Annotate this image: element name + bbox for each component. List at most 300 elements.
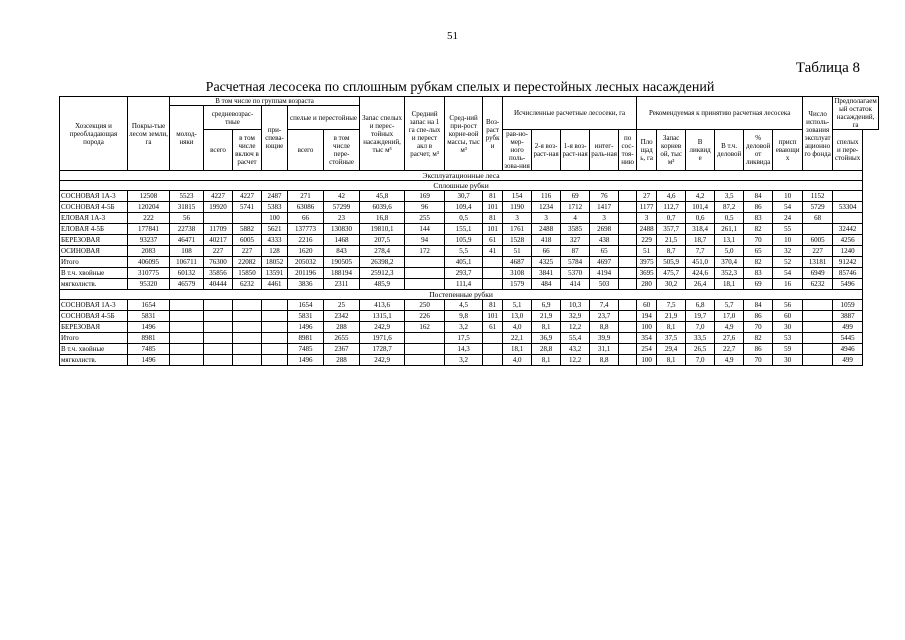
table-cell: 1240 (833, 246, 863, 257)
table-cell: 155,1 (445, 224, 483, 235)
table-cell: 69 (561, 191, 590, 202)
table-row (60, 268, 879, 279)
table-cell: 1496 (288, 322, 324, 333)
table-cell: 499 (833, 355, 863, 366)
col-header-avg-stock: Средний запас на 1 га спе-лых и перест акл в расчет, м³ (405, 97, 445, 171)
table-cell: 499 (833, 322, 863, 333)
table-cell: 4946 (833, 344, 863, 355)
table-cell: 12,2 (561, 355, 590, 366)
table-cell (262, 311, 288, 322)
col-header-integral: интег-раль-ная (590, 130, 619, 171)
table-cell (233, 213, 262, 224)
table-cell: 18052 (262, 257, 288, 268)
table-cell: 11709 (204, 224, 233, 235)
table-cell (262, 355, 288, 366)
table-cell (262, 300, 288, 311)
table-cell: 16 (773, 279, 803, 290)
table-cell: 31815 (170, 202, 204, 213)
table-cell: 23,7 (590, 311, 619, 322)
table-cell: 15850 (233, 268, 262, 279)
col-header-first-age: 1-я воз-раст-ная (561, 130, 590, 171)
table-cell: 254 (637, 344, 657, 355)
table-label: Таблица 8 (795, 60, 860, 76)
table-cell: 12,2 (561, 322, 590, 333)
table-cell (262, 322, 288, 333)
table-cell (204, 333, 233, 344)
table-cell: 278,4 (360, 246, 405, 257)
table-cell (204, 300, 233, 311)
table-cell: 60 (773, 311, 803, 322)
table-cell: 22738 (170, 224, 204, 235)
table-cell (405, 355, 445, 366)
table-cell: 31,1 (590, 344, 619, 355)
table-cell: 4194 (590, 268, 619, 279)
table-cell (170, 322, 204, 333)
table-cell: 65 (744, 246, 773, 257)
table-cell: 2698 (590, 224, 619, 235)
table-cell: 5831 (128, 311, 170, 322)
table-cell: 46471 (170, 235, 204, 246)
col-header-mature-total: всего (288, 130, 324, 171)
table-cell (483, 268, 503, 279)
table-cell: 59 (773, 344, 803, 355)
table-cell: 30,7 (445, 191, 483, 202)
table-cell: 82 (744, 257, 773, 268)
table-cell: 413,6 (360, 300, 405, 311)
table-cell: 310775 (128, 268, 170, 279)
table-cell: 84 (744, 300, 773, 311)
table-cell: 5,7 (715, 300, 744, 311)
table-cell: 13,0 (503, 311, 532, 322)
table-cell: 288 (324, 355, 360, 366)
table-cell: 255 (405, 213, 445, 224)
table-cell: 84 (744, 191, 773, 202)
table-cell (619, 202, 637, 213)
table-cell: 26,5 (686, 344, 715, 355)
table-cell: 8,1 (657, 355, 686, 366)
table-cell: 0,6 (686, 213, 715, 224)
table-cell: 484 (532, 279, 561, 290)
table-cell: 5,5 (445, 246, 483, 257)
table-cell: 3695 (637, 268, 657, 279)
table-row (60, 333, 879, 344)
table-cell: 357,7 (657, 224, 686, 235)
table-cell: 3 (637, 213, 657, 224)
table-cell: 116 (532, 191, 561, 202)
table-cell: 60 (637, 300, 657, 311)
table-cell (619, 246, 637, 257)
table-cell: 4,9 (715, 322, 744, 333)
section-label: Эксплуатационные леса (60, 171, 863, 181)
table-cell: 3,2 (445, 355, 483, 366)
table-cell: 91242 (833, 257, 863, 268)
table-cell (803, 300, 833, 311)
table-cell: 3108 (503, 268, 532, 279)
table-cell (619, 213, 637, 224)
table-cell: 201196 (288, 268, 324, 279)
table-cell: 28,8 (532, 344, 561, 355)
col-header-section: Хозсекция и преобладающая порода (60, 97, 128, 171)
table-cell: 2655 (324, 333, 360, 344)
table-row (60, 246, 879, 257)
section-row (60, 181, 879, 191)
col-header-middle-total: всего (204, 130, 233, 171)
table-cell: 1059 (833, 300, 863, 311)
col-header-rec-area: Пло щад ь, га (637, 130, 657, 171)
table-cell: 188194 (324, 268, 360, 279)
table-cell: 2488 (637, 224, 657, 235)
table-cell: 14,3 (445, 344, 483, 355)
table-cell: 8981 (288, 333, 324, 344)
table-cell: 3841 (532, 268, 561, 279)
table-cell: 32,9 (561, 311, 590, 322)
table-cell: 56 (170, 213, 204, 224)
table-cell (833, 213, 863, 224)
table-cell: 96 (405, 202, 445, 213)
table-cell: 222 (128, 213, 170, 224)
table-cell: 6,9 (532, 300, 561, 311)
table-cell: 21,9 (657, 311, 686, 322)
table-cell (803, 322, 833, 333)
table-cell: 8,7 (657, 246, 686, 257)
table-cell: 1190 (503, 202, 532, 213)
table-cell: 172 (405, 246, 445, 257)
table-cell: 0,5 (445, 213, 483, 224)
table-cell: 4,0 (503, 322, 532, 333)
table-cell: 9,8 (445, 311, 483, 322)
table-cell: 22,7 (715, 344, 744, 355)
table-cell: 4,2 (686, 191, 715, 202)
section-label: Постепенные рубки (60, 290, 863, 300)
table-cell: 25 (324, 300, 360, 311)
row-label: БЕРЕЗОВАЯ (60, 322, 128, 333)
table-cell (233, 322, 262, 333)
table-cell: 70 (744, 322, 773, 333)
table-cell: 93237 (128, 235, 170, 246)
table-cell: 56 (773, 300, 803, 311)
table-cell (619, 257, 637, 268)
table-cell (619, 279, 637, 290)
table-cell (833, 191, 863, 202)
table-cell: 6039,6 (360, 202, 405, 213)
table-cell: 22,1 (503, 333, 532, 344)
row-label: ОСИНОВАЯ (60, 246, 128, 257)
table-cell: 485,9 (360, 279, 405, 290)
table-cell: 424,6 (686, 268, 715, 279)
table-cell: 7,0 (686, 322, 715, 333)
table-cell: 261,1 (715, 224, 744, 235)
table-cell: 82 (744, 333, 773, 344)
table-cell: 10,3 (561, 300, 590, 311)
table-cell: 1468 (324, 235, 360, 246)
table-cell: 23 (324, 213, 360, 224)
table-cell: 154 (503, 191, 532, 202)
col-header-age-groups: В том числе по группам возраста (170, 97, 360, 106)
section-row (60, 290, 879, 300)
table-cell: 100 (637, 322, 657, 333)
row-label: Итого (60, 333, 128, 344)
table-cell: 144 (405, 224, 445, 235)
table-cell: 45,8 (360, 191, 405, 202)
table-cell: 120204 (128, 202, 170, 213)
table-cell: 41 (483, 246, 503, 257)
table-row (60, 344, 879, 355)
table-cell: 1620 (288, 246, 324, 257)
table-cell: 40444 (204, 279, 233, 290)
table-cell: 177841 (128, 224, 170, 235)
table-cell: 66 (532, 246, 561, 257)
table-cell: 81 (483, 191, 503, 202)
table-cell: 42 (324, 191, 360, 202)
table-cell: 418 (532, 235, 561, 246)
table-cell: 32 (773, 246, 803, 257)
table-cell: 1177 (637, 202, 657, 213)
table-cell: 1417 (590, 202, 619, 213)
table-cell: 1654 (288, 300, 324, 311)
col-header-calculated-cutting: Исчисленные расчетные лесосеки, га (503, 97, 637, 130)
table-cell: 4697 (590, 257, 619, 268)
table-cell: 101,4 (686, 202, 715, 213)
table-cell (803, 344, 833, 355)
row-label: ЕЛОВАЯ 4-5Б (60, 224, 128, 235)
table-cell (803, 224, 833, 235)
table-cell: 8,1 (532, 355, 561, 366)
table-cell: 475,7 (657, 268, 686, 279)
table-cell (233, 333, 262, 344)
table-cell (170, 344, 204, 355)
table-cell: 51 (637, 246, 657, 257)
table-cell: 5,0 (715, 246, 744, 257)
table-cell: 105,9 (445, 235, 483, 246)
table-cell: 207,5 (360, 235, 405, 246)
table-cell: 27,6 (715, 333, 744, 344)
table-cell: 112,7 (657, 202, 686, 213)
table-cell: 109,4 (445, 202, 483, 213)
table-cell: 37,5 (657, 333, 686, 344)
table-cell: 3 (590, 213, 619, 224)
table-cell: 0,7 (657, 213, 686, 224)
table-cell: 162 (405, 322, 445, 333)
table-cell: 61 (483, 322, 503, 333)
table-cell: 57299 (324, 202, 360, 213)
col-header-condition: по сос-тоя-нию (619, 130, 637, 171)
table-cell: 5729 (803, 202, 833, 213)
col-header-young: молод-няки (170, 106, 204, 171)
table-cell: 87 (561, 246, 590, 257)
table-cell: 405,1 (445, 257, 483, 268)
table-cell: 5831 (288, 311, 324, 322)
table-cell: 19920 (204, 202, 233, 213)
table-cell (619, 311, 637, 322)
table-cell: 65 (590, 246, 619, 257)
table-cell (204, 213, 233, 224)
table-cell: 4333 (262, 235, 288, 246)
table-cell (204, 311, 233, 322)
table-cell: 111,4 (445, 279, 483, 290)
row-label: БЕРЕЗОВАЯ (60, 235, 128, 246)
table-cell: 4687 (503, 257, 532, 268)
table-cell: 137773 (288, 224, 324, 235)
table-cell: 250 (405, 300, 445, 311)
table-cell: 0,5 (715, 213, 744, 224)
table-cell: 4,0 (503, 355, 532, 366)
col-header-rem-mature: спелых и пере-стойных (833, 130, 863, 171)
table-cell: 17,0 (715, 311, 744, 322)
table-cell: 4325 (532, 257, 561, 268)
row-label: В т.ч. хвойные (60, 344, 128, 355)
table-cell (170, 300, 204, 311)
col-header-mature: спелые и перестойные (288, 106, 360, 130)
section-label: Сплошные рубки (60, 181, 863, 191)
table-cell: 61 (483, 235, 503, 246)
row-label: Итого (60, 257, 128, 268)
col-header-rem-maturing: присп евающих (773, 130, 803, 171)
table-cell: 94 (405, 235, 445, 246)
table-cell: 242,9 (360, 322, 405, 333)
table-cell: 53304 (833, 202, 863, 213)
row-label: ЕЛОВАЯ 1А-3 (60, 213, 128, 224)
table-cell: 5,1 (503, 300, 532, 311)
table-cell (619, 344, 637, 355)
table-cell: 8,1 (657, 322, 686, 333)
table-cell: 1234 (532, 202, 561, 213)
table-cell: 24 (773, 213, 803, 224)
table-cell: 101 (483, 224, 503, 235)
table-cell: 27 (637, 191, 657, 202)
table-row (60, 322, 879, 333)
table-cell: 8,8 (590, 322, 619, 333)
table-cell (233, 344, 262, 355)
table-cell (803, 311, 833, 322)
table-cell: 33,5 (686, 333, 715, 344)
table-cell: 63086 (288, 202, 324, 213)
table-cell: 26,4 (686, 279, 715, 290)
row-label: В т.ч. хвойные (60, 268, 128, 279)
table-cell: 3 (532, 213, 561, 224)
table-cell: 3,5 (715, 191, 744, 202)
col-header-middle-included: в том числе включ в расчет (233, 130, 262, 171)
table-cell: 271 (288, 191, 324, 202)
table-cell: 1728,7 (360, 344, 405, 355)
table-cell: 1654 (128, 300, 170, 311)
table-cell (619, 333, 637, 344)
table-cell: 169 (405, 191, 445, 202)
table-cell: 227 (233, 246, 262, 257)
table-cell (233, 355, 262, 366)
col-header-avg-growth: Сред-ний при-рост корне-вой массы, тыс м³ (445, 97, 483, 171)
table-cell: 29,4 (657, 344, 686, 355)
table-cell: 83 (744, 213, 773, 224)
table-cell: 4,5 (445, 300, 483, 311)
table-cell: 2342 (324, 311, 360, 322)
table-cell: 3,2 (445, 322, 483, 333)
table-cell: 70 (744, 235, 773, 246)
table-cell: 1496 (128, 322, 170, 333)
table-cell (483, 279, 503, 290)
table-cell: 7,7 (686, 246, 715, 257)
col-header-second-age: 2-я воз-раст-ная (532, 130, 561, 171)
table-cell: 7485 (128, 344, 170, 355)
table-row (60, 235, 879, 246)
table-cell: 86 (744, 311, 773, 322)
section-row (60, 171, 879, 181)
table-cell (405, 268, 445, 279)
table-cell: 1761 (503, 224, 532, 235)
table-cell: 190505 (324, 257, 360, 268)
table-cell: 406095 (128, 257, 170, 268)
table-cell: 106711 (170, 257, 204, 268)
table-cell: 18,1 (503, 344, 532, 355)
table-cell: 4227 (204, 191, 233, 202)
table-cell: 8981 (128, 333, 170, 344)
table-cell: 505,9 (657, 257, 686, 268)
table-cell: 5383 (262, 202, 288, 213)
table-cell (619, 355, 637, 366)
table-cell: 503 (590, 279, 619, 290)
table-cell: 53 (773, 333, 803, 344)
table-cell: 3975 (637, 257, 657, 268)
table-cell: 43,2 (561, 344, 590, 355)
table-cell: 2216 (288, 235, 324, 246)
table-cell: 354 (637, 333, 657, 344)
table-cell: 81 (483, 213, 503, 224)
table-cell: 39,9 (590, 333, 619, 344)
table-cell: 227 (204, 246, 233, 257)
table-cell: 86 (744, 344, 773, 355)
table-cell: 1496 (128, 355, 170, 366)
table-cell: 1712 (561, 202, 590, 213)
col-header-stock: Запас спелых и перес-тойных насаждений, тыс м³ (360, 97, 405, 171)
table-cell: 55 (773, 224, 803, 235)
table-cell: 69 (744, 279, 773, 290)
table-cell: 6005 (803, 235, 833, 246)
col-header-rec-business: В т.ч. деловой (715, 130, 744, 171)
table-cell: 2488 (532, 224, 561, 235)
col-header-fund-use: Число исполь-зования эксплуатационного фонда (803, 97, 833, 171)
table-cell (204, 344, 233, 355)
col-header-rec-liquid: В ликвид е (686, 130, 715, 171)
document-title: Расчетная лесосека по сплошным рубкам спелых и перестойных лесных насаждений (205, 80, 715, 95)
row-label: СОСНОВАЯ 4-5Б (60, 202, 128, 213)
table-cell: 226 (405, 311, 445, 322)
table-cell (619, 322, 637, 333)
table-row (60, 279, 879, 290)
table-cell: 86 (744, 202, 773, 213)
table-cell (619, 191, 637, 202)
table-cell: 35856 (204, 268, 233, 279)
table-cell: 10 (773, 235, 803, 246)
table-cell: 414 (561, 279, 590, 290)
table-cell: 1579 (503, 279, 532, 290)
table-cell (619, 224, 637, 235)
table-cell: 6949 (803, 268, 833, 279)
row-label: мягколиств. (60, 279, 128, 290)
table-cell (405, 344, 445, 355)
table-cell: 46579 (170, 279, 204, 290)
table-cell: 7,4 (590, 300, 619, 311)
table-cell: 352,3 (715, 268, 744, 279)
table-cell: 5621 (262, 224, 288, 235)
table-cell (262, 344, 288, 355)
table-row (60, 202, 879, 213)
table-cell: 327 (561, 235, 590, 246)
table-cell: 85746 (833, 268, 863, 279)
table-cell: 26398,2 (360, 257, 405, 268)
table-cell: 3836 (288, 279, 324, 290)
table-cell (619, 268, 637, 279)
table-cell: 54 (773, 202, 803, 213)
table-cell: 128 (262, 246, 288, 257)
